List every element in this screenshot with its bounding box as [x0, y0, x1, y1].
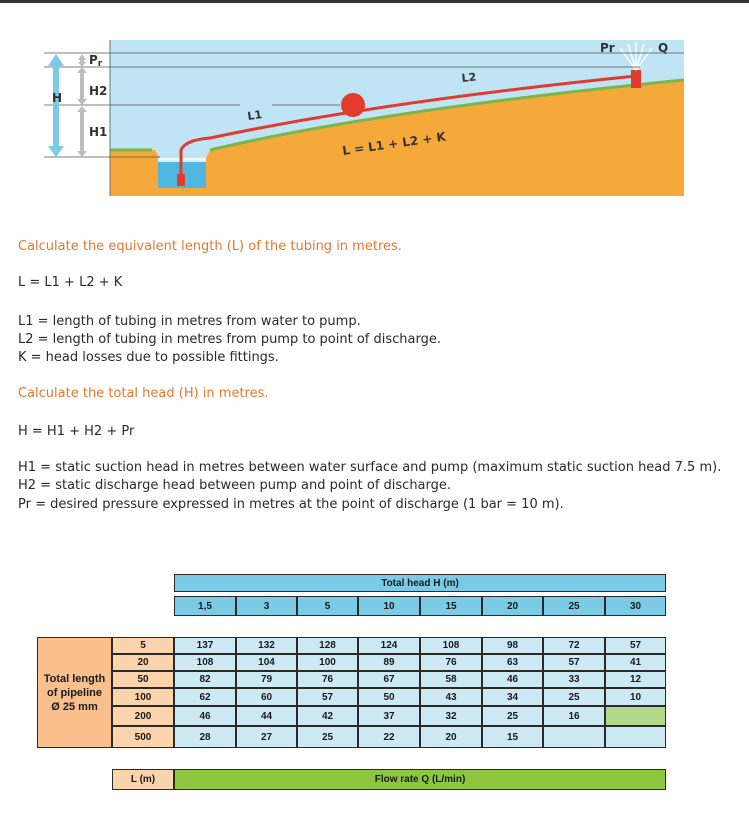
flow-cell: 44 [236, 706, 297, 726]
head-value: 25 [543, 596, 605, 616]
flow-cell: 62 [174, 688, 236, 706]
flow-cell: 67 [358, 671, 420, 688]
section1-formula: L = L1 + L2 + K [18, 275, 123, 290]
head-value: 30 [605, 596, 666, 616]
sprinkler-icon [631, 70, 641, 88]
flow-cell: 58 [420, 671, 482, 688]
flow-cell: 27 [236, 726, 297, 748]
section1-line-2: L2 = length of tubing in metres from pump to point of discharge. [18, 332, 441, 347]
length-cell: 50 [112, 671, 174, 688]
section1-heading: Calculate the equivalent length (L) of the tubing in metres. [18, 239, 402, 254]
flow-cell: 46 [174, 706, 236, 726]
row-label-line: Ø 25 mm [51, 700, 98, 713]
flow-cell: 57 [297, 688, 358, 706]
flow-cell: 28 [174, 726, 236, 748]
h-arrow [48, 54, 64, 157]
flow-cell: 46 [482, 671, 543, 688]
head-value: 5 [297, 596, 358, 616]
footer-label: Flow rate Q (L/min) [174, 769, 666, 790]
section2-line-2: H2 = static discharge head between pump and point of discharge. [18, 478, 452, 493]
head-value: 20 [482, 596, 543, 616]
flow-cell: 25 [297, 726, 358, 748]
flow-cell: 82 [174, 671, 236, 688]
flow-cell: 20 [420, 726, 482, 748]
label-pr-left: Pr [89, 53, 103, 69]
head-value: 3 [236, 596, 297, 616]
flow-cell: 25 [543, 688, 605, 706]
label-l1: L1 [246, 108, 263, 123]
footer-unit: L (m) [112, 769, 174, 790]
flow-cell: 25 [482, 706, 543, 726]
head-title: Total head H (m) [174, 574, 666, 592]
flow-cell [605, 726, 666, 748]
flow-cell: 12 [605, 671, 666, 688]
diagram-formula: L = L1 + L2 + K [341, 129, 447, 158]
flow-cell: 32 [420, 706, 482, 726]
label-q: Q [658, 41, 669, 55]
flow-cell: 41 [605, 654, 666, 671]
section2-line-1: H1 = static suction head in metres between water surface and pump (maximum static suction head 7.5 m). [18, 460, 722, 475]
flow-cell: 76 [420, 654, 482, 671]
pumping-diagram [0, 0, 749, 215]
label-pr-right: Pr [600, 41, 615, 55]
length-cell: 100 [112, 688, 174, 706]
flow-cell: 15 [482, 726, 543, 748]
flow-cell: 72 [543, 637, 605, 654]
length-cell: 20 [112, 654, 174, 671]
flow-cell: 57 [605, 637, 666, 654]
row-label-line: Total length [43, 672, 106, 685]
flow-cell: 108 [174, 654, 236, 671]
flow-cell [605, 706, 666, 726]
flow-cell: 100 [297, 654, 358, 671]
pump-icon [341, 93, 365, 117]
section1-line-1: L1 = length of tubing in metres from water to pump. [18, 314, 361, 329]
head-value: 1,5 [174, 596, 236, 616]
section2-line-3: Pr = desired pressure expressed in metres at the point of discharge (1 bar = 10 m). [18, 497, 564, 512]
flow-cell: 137 [174, 637, 236, 654]
flow-cell: 22 [358, 726, 420, 748]
flow-cell [543, 726, 605, 748]
section2-formula: H = H1 + H2 + Pr [18, 424, 135, 439]
flow-cell: 34 [482, 688, 543, 706]
head-value: 15 [420, 596, 482, 616]
h1-arrow [77, 106, 87, 157]
flow-cell: 10 [605, 688, 666, 706]
flow-cell: 33 [543, 671, 605, 688]
flow-cell: 16 [543, 706, 605, 726]
length-cell: 200 [112, 706, 174, 726]
flow-cell: 63 [482, 654, 543, 671]
length-cell: 500 [112, 726, 174, 748]
pr-arrow [78, 54, 86, 67]
flow-cell: 43 [420, 688, 482, 706]
label-l2: L2 [460, 70, 477, 85]
flow-cell: 98 [482, 637, 543, 654]
label-h2: H2 [89, 84, 108, 98]
label-h1: H1 [89, 125, 108, 139]
flow-cell: 42 [297, 706, 358, 726]
section1-line-3: K = head losses due to possible fittings. [18, 350, 279, 365]
flow-cell: 124 [358, 637, 420, 654]
flow-cell: 132 [236, 637, 297, 654]
h2-arrow [77, 67, 87, 105]
flow-cell: 60 [236, 688, 297, 706]
flow-cell: 104 [236, 654, 297, 671]
flow-cell: 128 [297, 637, 358, 654]
flow-cell: 79 [236, 671, 297, 688]
flow-cell: 89 [358, 654, 420, 671]
row-label-line: of pipeline [47, 686, 102, 699]
foot-valve [177, 174, 185, 186]
flow-cell: 57 [543, 654, 605, 671]
flow-cell: 37 [358, 706, 420, 726]
flow-cell: 76 [297, 671, 358, 688]
flow-cell: 108 [420, 637, 482, 654]
row-label [37, 637, 112, 748]
label-h: H [52, 91, 63, 105]
head-value: 10 [358, 596, 420, 616]
flow-cell: 50 [358, 688, 420, 706]
length-cell: 5 [112, 637, 174, 654]
section2-heading: Calculate the total head (H) in metres. [18, 386, 269, 401]
